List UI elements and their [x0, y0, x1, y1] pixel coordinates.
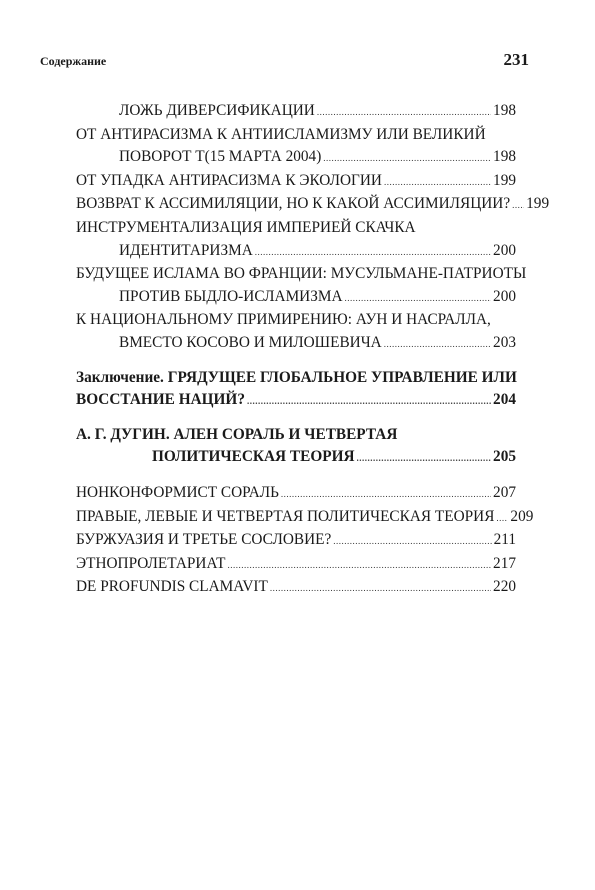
toc-entry-title: ВМЕСТО КОСОВО И МИЛОШЕВИЧА	[119, 333, 382, 351]
dot-leader	[281, 483, 491, 506]
toc-entry-page: 198	[493, 148, 516, 166]
toc-entry-page: 204	[493, 391, 516, 409]
toc-entry-title: НОНКОНФОРМИСТ СОРАЛЬ	[76, 483, 279, 501]
toc-entry-page: 199	[493, 171, 516, 189]
toc-entry-page: 198	[493, 102, 516, 119]
dot-leader	[255, 241, 491, 264]
toc-entry-page: 217	[493, 554, 516, 572]
dot-leader	[345, 287, 492, 310]
toc-entry[interactable]	[76, 100, 516, 124]
toc-entry-page: 220	[493, 578, 516, 596]
toc-entry-title: ПОВОРОТ Т(15 МАРТА 2004)	[119, 148, 322, 166]
toc-entry[interactable]	[76, 529, 516, 553]
toc-entry-conclusion[interactable]	[76, 367, 516, 413]
toc-entry[interactable]	[76, 217, 516, 263]
toc-entry-title: DE PROFUNDIS CLAMAVIT	[76, 578, 268, 596]
toc-entry-title-line: БУДУЩЕЕ ИСЛАМА ВО ФРАНЦИИ: МУСУЛЬМАНЕ-ПАТРИОТЫ	[76, 265, 527, 283]
dot-leader	[317, 101, 491, 124]
toc-entry-title: ВОЗВРАТ К АССИМИЛЯЦИИ, НО К КАКОЙ АССИМИЛЯЦИИ?	[76, 195, 511, 213]
dot-leader	[228, 554, 492, 577]
toc-entry-title-line: Заключение. ГРЯДУЩЕЕ ГЛОБАЛЬНОЕ УПРАВЛЕНИЕ ИЛИ	[76, 368, 517, 386]
page-header	[40, 50, 529, 70]
toc-entry[interactable]	[76, 576, 516, 600]
toc-entry-afterword[interactable]	[76, 424, 516, 470]
toc-entry[interactable]	[76, 482, 516, 506]
dot-leader	[247, 390, 491, 413]
toc-entry[interactable]	[76, 263, 527, 309]
toc-entry[interactable]	[76, 124, 516, 170]
running-title: Содержание	[40, 54, 107, 68]
toc-entry-page: 205	[493, 448, 516, 466]
toc-entry-page: 209	[510, 507, 534, 525]
toc-entry-title-line: К НАЦИОНАЛЬНОМУ ПРИМИРЕНИЮ: АУН И НАСРАЛЛА,	[76, 311, 491, 329]
dot-leader	[270, 577, 491, 600]
toc-entry-title: ЛОЖЬ ДИВЕРСИФИКАЦИИ	[119, 102, 315, 119]
toc-entry-title: ИДЕНТИТАРИЗМА	[119, 241, 253, 259]
dot-leader	[333, 530, 491, 553]
toc-entry-page: 200	[493, 287, 516, 305]
page-number: 231	[503, 50, 529, 69]
toc-entry-title: ЭТНОПРОЛЕТАРИАТ	[76, 554, 226, 572]
toc-entry-page: 203	[493, 333, 516, 351]
toc-entry-title-line: ИНСТРУМЕНТАЛИЗАЦИЯ ИМПЕРИЕЙ СКАЧКА	[76, 218, 416, 236]
dot-leader	[496, 507, 508, 530]
toc-entry-title: БУРЖУАЗИЯ И ТРЕТЬЕ СОСЛОВИЕ?	[76, 531, 332, 549]
toc-entry[interactable]	[76, 170, 516, 194]
toc-entry-title: ПРОТИВ БЫДЛО-ИСЛАМИЗМА	[119, 287, 343, 305]
toc-entry[interactable]	[76, 193, 550, 217]
dot-leader	[512, 194, 524, 217]
dot-leader	[323, 147, 491, 170]
table-of-contents	[76, 100, 550, 600]
toc-entry-page: 207	[493, 483, 516, 501]
toc-entry-page: 199	[526, 195, 550, 213]
toc-entry[interactable]	[76, 309, 516, 355]
toc-entry-title-line: ОТ АНТИРАСИЗМА К АНТИИСЛАМИЗМУ ИЛИ ВЕЛИКИЙ	[76, 125, 486, 143]
dot-leader	[384, 171, 491, 194]
toc-entry-page: 211	[493, 531, 516, 549]
toc-entry-title: ПОЛИТИЧЕСКАЯ ТЕОРИЯ	[152, 448, 355, 466]
dot-leader	[357, 447, 492, 470]
toc-entry-title-line: А. Г. ДУГИН. АЛЕН СОРАЛЬ И ЧЕТВЕРТАЯ	[76, 425, 398, 443]
toc-entry[interactable]	[76, 506, 534, 530]
dot-leader	[384, 333, 491, 356]
toc-entry-title: ОТ УПАДКА АНТИРАСИЗМА К ЭКОЛОГИИ	[76, 171, 382, 189]
toc-entry-page: 200	[493, 241, 516, 259]
toc-entry[interactable]	[76, 553, 516, 577]
toc-entry-title: ПРАВЫЕ, ЛЕВЫЕ И ЧЕТВЕРТАЯ ПОЛИТИЧЕСКАЯ ТЕОРИЯ	[76, 507, 495, 525]
toc-entry-title: ВОССТАНИЕ НАЦИЙ?	[76, 391, 245, 409]
